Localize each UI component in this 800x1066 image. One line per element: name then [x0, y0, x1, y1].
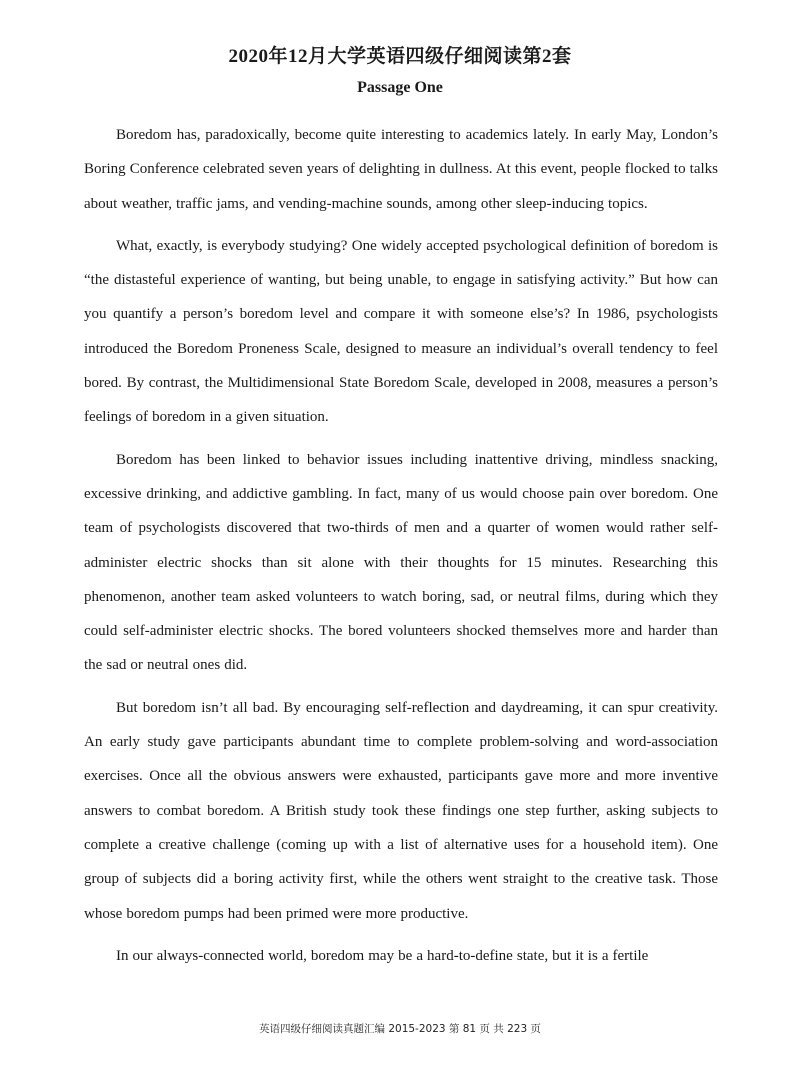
passage-heading: Passage One	[357, 79, 443, 96]
paragraph-5: In our always-connected world, boredom may be a hard-to-define state, but it is a fertile	[116, 947, 649, 964]
paragraph-3: Boredom has been linked to behavior issues including inattentive driving, mindless snacking, excessive drinking, and addictive gambling. In fact, many of us would choose pain over boredom. One team of psychologists discovered that two-thirds of men and a quarter of women would rather self-administer electric shocks than sit alone with their thoughts for 15 minutes. Researching this phenomenon, another team asked volunteers to watch boring, sad, or neutral films, during which they could self-administer electric shocks. The bored volunteers shocked themselves more and harder than the sad or neutral ones did.	[84, 451, 718, 674]
page-footer: 英语四级仔细阅读真题汇编 2015-2023 第 81 页 共 223 页	[259, 1023, 541, 1035]
paragraph-2: What, exactly, is everybody studying? One widely accepted psychological definition of boredom is “the distasteful experience of wanting, but being unable, to engage in satisfying activity.” But how can you quantify a person’s boredom level and compare it with someone else’s? In 1986, psychologists introduced the Boredom Proneness Scale, designed to measure an individual’s overall tendency to feel bored. By contrast, the Multidimensional State Boredom Scale, developed in 2008, measures a person’s feelings of boredom in a given situation.	[84, 237, 718, 426]
paragraph-4: But boredom isn’t all bad. By encouraging self-reflection and daydreaming, it can spur creativity. An early study gave participants abundant time to complete problem-solving and word-association exercises. Once all the obvious answers were exhausted, participants gave more and more inventive answers to combat boredom. A British study took these findings one step further, asking subjects to complete a creative challenge (coming up with a list of alternative uses for a household item). One group of subjects did a boring activity first, while the others went straight to the creative task. Those whose boredom pumps had been primed were more productive.	[84, 699, 718, 922]
passage-body	[84, 118, 718, 981]
page-title: 2020年12月大学英语四级仔细阅读第2套	[228, 46, 572, 67]
paragraph-1: Boredom has, paradoxically, become quite interesting to academics lately. In early May, London’s Boring Conference celebrated seven years of delighting in dullness. At this event, people flocked to talks about weather, traffic jams, and vending-machine sounds, among other sleep-inducing topics.	[84, 127, 718, 212]
